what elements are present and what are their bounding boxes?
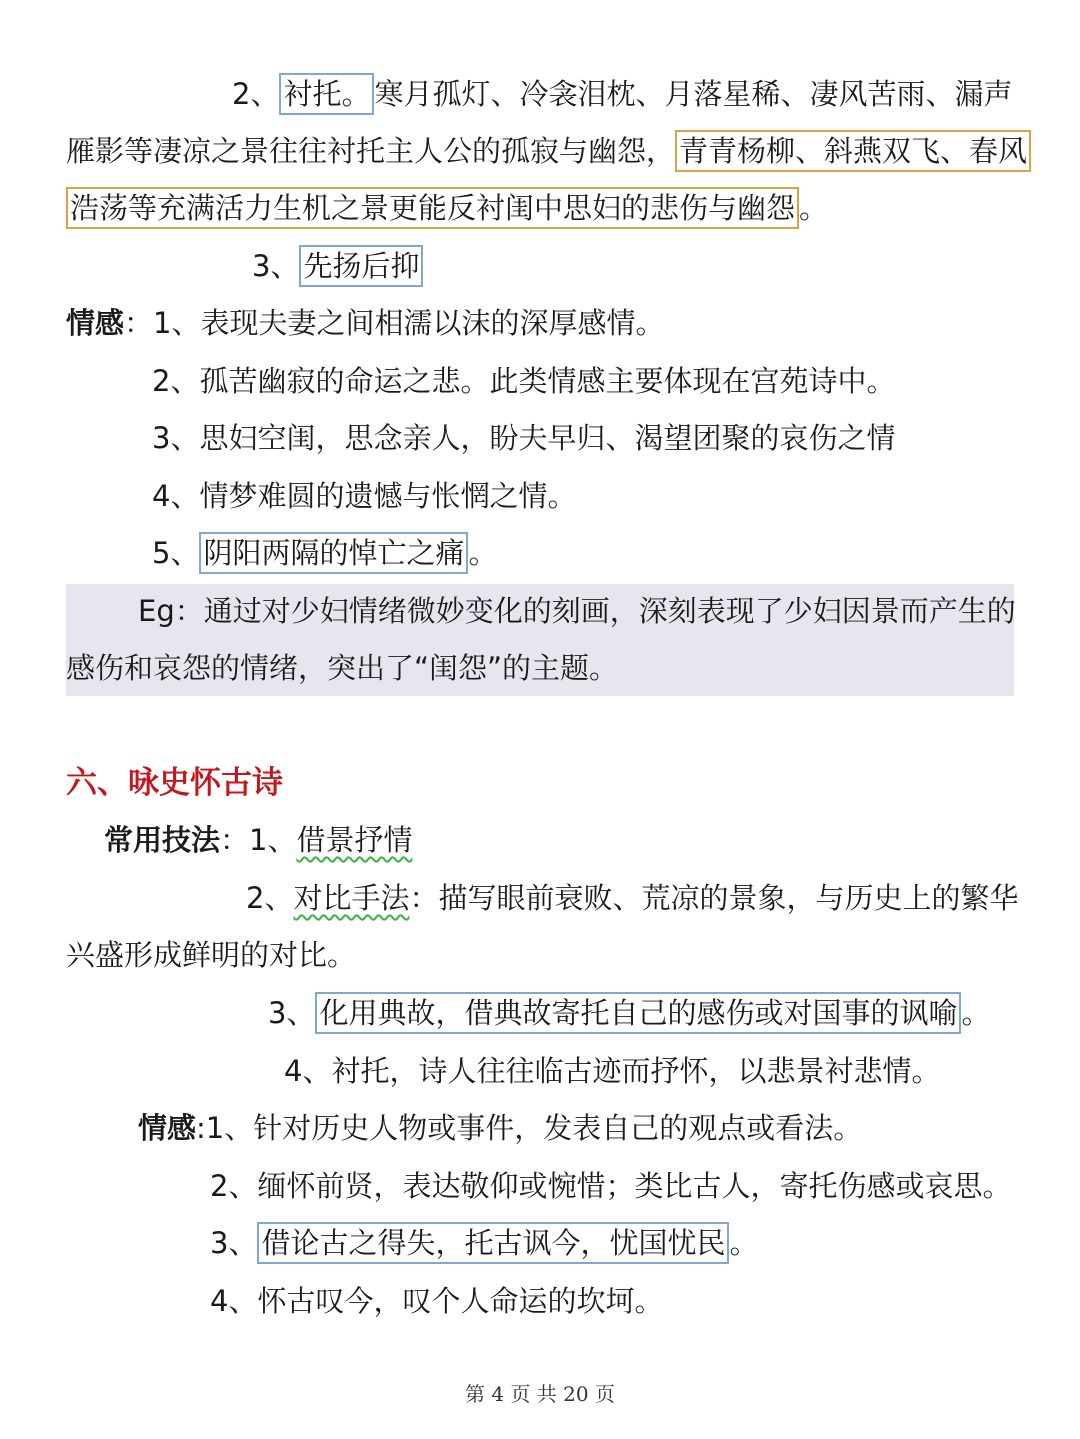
- emotion-line: [152, 418, 895, 458]
- technique-line: [284, 1051, 940, 1091]
- punctuation: 。: [468, 536, 498, 570]
- item-number: 3、: [268, 996, 316, 1030]
- punctuation: 。: [799, 191, 829, 225]
- emotion-line: [138, 1108, 862, 1148]
- technique-line: [104, 820, 412, 860]
- item-number: ：1、: [220, 823, 297, 857]
- punctuation: 。: [729, 1226, 759, 1260]
- emotion-line: [152, 361, 895, 401]
- paragraph-text: 雁影等凄凉之景往往衬托主人公的孤寂与幽怨，: [66, 134, 676, 168]
- emotion-item: 4、情梦难圆的遗憾与怅惘之情。: [152, 479, 577, 513]
- emotion-line: [66, 303, 664, 343]
- emotion-item: ：1、表现夫妻之间相濡以沫的深厚感情。: [124, 306, 665, 340]
- technique-line: [268, 993, 990, 1033]
- wavy-term: 对比手法: [293, 881, 410, 915]
- emotion-item: :1、针对历史人物或事件，发表自己的观点或看法。: [196, 1111, 863, 1145]
- example-line: [138, 591, 1016, 631]
- example-line: [66, 648, 618, 688]
- highlight-phrase: 浩荡等充满活力生机之景更能反衬闺中思妇的悲伤与幽怨: [66, 187, 799, 229]
- paragraph-text: 寒月孤灯、冷衾泪枕、月落星稀、凄风苦雨、漏声: [374, 77, 1013, 111]
- page-number: 第 4 页 共 20 页: [465, 1382, 615, 1406]
- emotion-line: [152, 476, 576, 516]
- highlight-term: 化用典故，借典故寄托自己的感伤或对国事的讽喻: [315, 992, 961, 1034]
- technique-line: [246, 878, 1018, 918]
- highlight-phrase: 青青杨柳、斜燕双飞、春风: [675, 130, 1031, 172]
- item-number: 3、: [210, 1226, 258, 1260]
- highlight-term: 阴阳两隔的悼亡之痛: [199, 532, 468, 574]
- section-title: 六、咏史怀古诗: [66, 765, 283, 801]
- emotion-line: [210, 1166, 1011, 1206]
- paragraph-line: [232, 74, 1012, 114]
- emotion-item: 2、孤苦幽寂的命运之悲。此类情感主要体现在宫苑诗中。: [152, 364, 896, 398]
- example-text: Eg：通过对少妇情绪微妙变化的刻画，深刻表现了少妇因景而产生的: [138, 594, 1016, 628]
- paragraph-line: [66, 131, 1031, 171]
- technique-label: 常用技法: [104, 823, 221, 857]
- technique-line: [66, 935, 356, 975]
- technique-text: 兴盛形成鲜明的对比。: [66, 938, 357, 972]
- punctuation: 。: [961, 996, 991, 1030]
- emotion-item: 2、缅怀前贤，表达敬仰或惋惜；类比古人，寄托伤感或哀思。: [210, 1169, 1012, 1203]
- emotion-item: 3、思妇空闺，思念亲人，盼夫早归、渴望团聚的哀伤之情: [152, 421, 896, 455]
- wavy-term: 借景抒情: [296, 823, 413, 857]
- paragraph-line: [252, 246, 423, 286]
- technique-text: ：描写眼前衰败、荒凉的景象，与历史上的繁华: [409, 881, 1019, 915]
- item-number: 2、: [232, 77, 280, 111]
- technique-text: 4、衬托，诗人往往临古迹而抒怀，以悲景衬悲情。: [284, 1054, 941, 1088]
- emotion-label: 情感: [138, 1111, 197, 1145]
- highlight-term: 先扬后抑: [299, 245, 423, 287]
- example-text: 感伤和哀怨的情绪，突出了“闺怨”的主题。: [66, 651, 619, 685]
- item-number: 3、: [252, 249, 300, 283]
- emotion-line: [152, 533, 497, 573]
- emotion-line: [210, 1281, 663, 1321]
- emotion-line: [210, 1223, 758, 1263]
- paragraph-line: [66, 188, 828, 228]
- highlight-term: 衬托。: [279, 73, 374, 115]
- highlight-term: 借论古之得失，托古讽今，忧国忧民: [257, 1222, 729, 1264]
- item-number: 2、: [246, 881, 294, 915]
- emotion-label: 情感: [66, 306, 125, 340]
- item-number: 5、: [152, 536, 200, 570]
- emotion-item: 4、怀古叹今，叹个人命运的坎坷。: [210, 1284, 664, 1318]
